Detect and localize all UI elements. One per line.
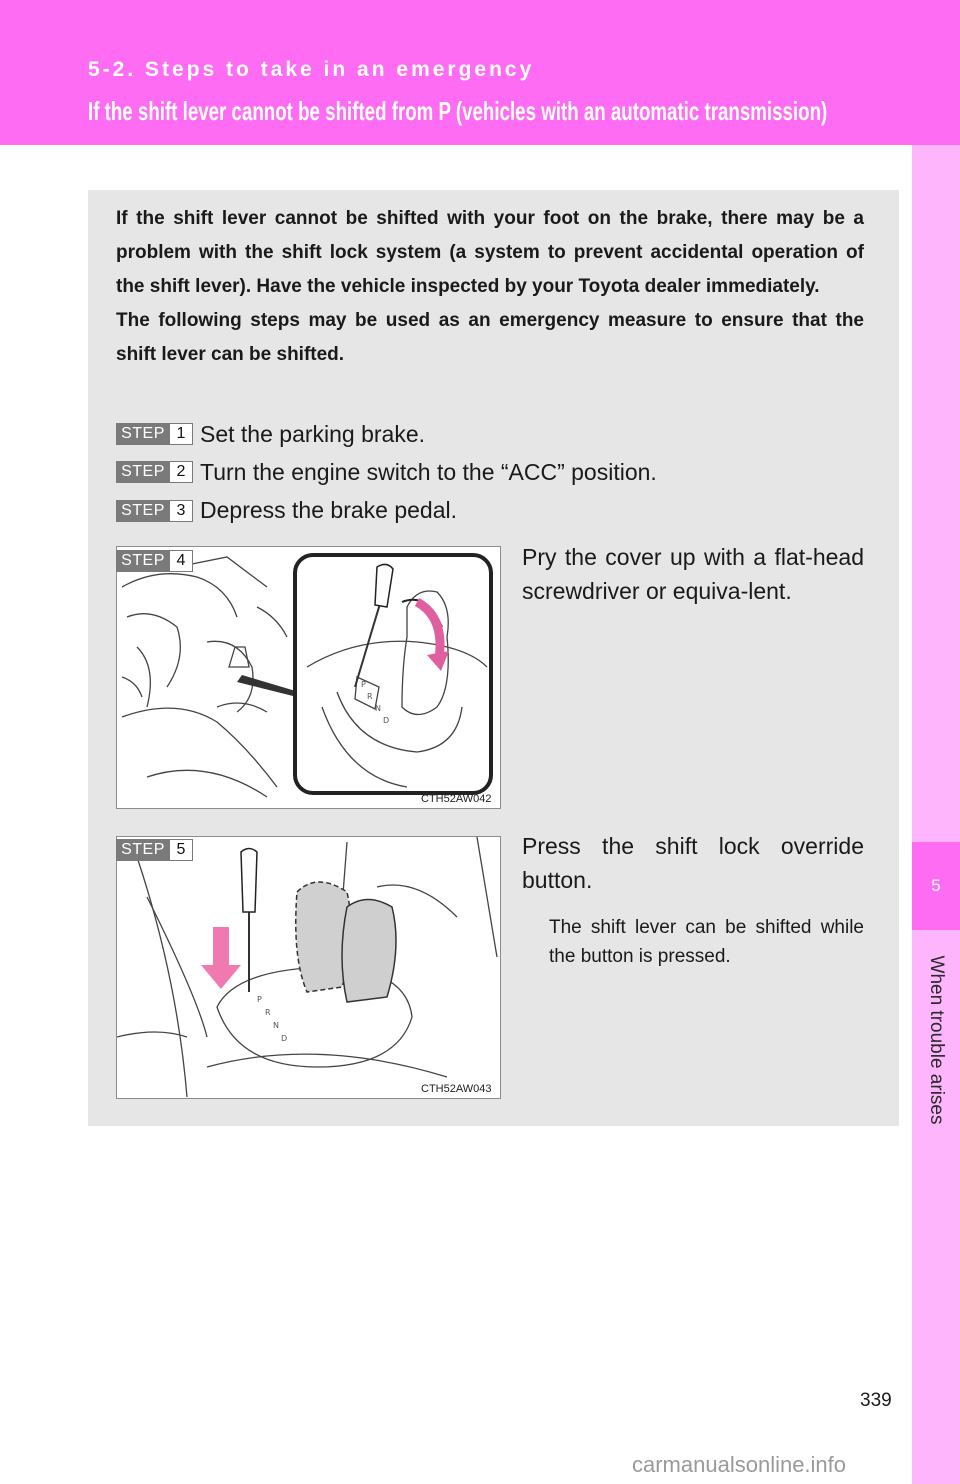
step-badge-label: STEP — [116, 839, 170, 861]
step-badge-2 — [116, 461, 193, 483]
svg-text:N: N — [273, 1021, 279, 1030]
step-badge-4 — [116, 550, 193, 572]
watermark: carmanualsonline.info — [632, 1452, 847, 1477]
svg-text:R: R — [265, 1008, 271, 1017]
step-4-text: Pry the cover up with a flat-head screwdriver or equiva-lent. — [522, 544, 864, 604]
step-3-text: Depress the brake pedal. — [200, 497, 457, 523]
step-badge-number: 2 — [170, 461, 193, 483]
step-badge-label: STEP — [116, 461, 170, 483]
step-badge-5 — [116, 839, 193, 861]
step-badge-label: STEP — [116, 550, 170, 572]
svg-text:P: P — [257, 995, 262, 1004]
page-header — [0, 0, 960, 145]
step-badge-number: 1 — [170, 423, 193, 445]
chapter-number: 5 — [912, 842, 960, 930]
svg-text:D: D — [383, 716, 390, 725]
side-tab — [912, 145, 960, 1484]
step-5-text: Press the shift lock override button. — [522, 833, 864, 893]
intro-text — [116, 202, 864, 372]
shift-lever-cover-illustration — [117, 547, 500, 808]
figure-code: CTH52AW042 — [421, 793, 492, 805]
intro-paragraph: The following steps may be used as an emergency measure to ensure that the shift lever can be shifted. — [116, 310, 864, 365]
step-5-note: The shift lever can be shifted while the button is pressed. — [549, 917, 864, 967]
page-title: If the shift lever cannot be shifted from P (vehicles with an automatic transmission) — [88, 96, 828, 126]
svg-text:R: R — [367, 692, 373, 701]
step-5-illustration — [116, 836, 501, 1099]
page-number: 339 — [860, 1390, 892, 1411]
svg-text:D: D — [281, 1034, 288, 1043]
svg-text:N: N — [375, 704, 381, 713]
chapter-label: When trouble arises — [926, 955, 947, 1125]
step-badge-number: 3 — [170, 500, 193, 522]
step-badge-number: 5 — [170, 839, 193, 861]
step-4-illustration — [116, 546, 501, 809]
shift-lock-override-illustration — [117, 837, 500, 1098]
section-label: 5-2. Steps to take in an emergency — [88, 58, 535, 81]
intro-paragraph: If the shift lever cannot be shifted with your foot on the brake, there may be a problem with the shift lock system (a system to prevent accidental operation of the shift lever). Have the vehicle inspected by your Toyota dealer immediately. — [116, 208, 864, 297]
step-badge-1 — [116, 423, 193, 445]
svg-text:P: P — [361, 680, 366, 689]
step-badge-label: STEP — [116, 423, 170, 445]
step-2-text: Turn the engine switch to the “ACC” position. — [200, 459, 657, 485]
step-badge-number: 4 — [170, 550, 193, 572]
step-badge-3 — [116, 500, 193, 522]
step-1-text: Set the parking brake. — [200, 421, 426, 447]
step-badge-label: STEP — [116, 500, 170, 522]
figure-code: CTH52AW043 — [421, 1083, 492, 1095]
